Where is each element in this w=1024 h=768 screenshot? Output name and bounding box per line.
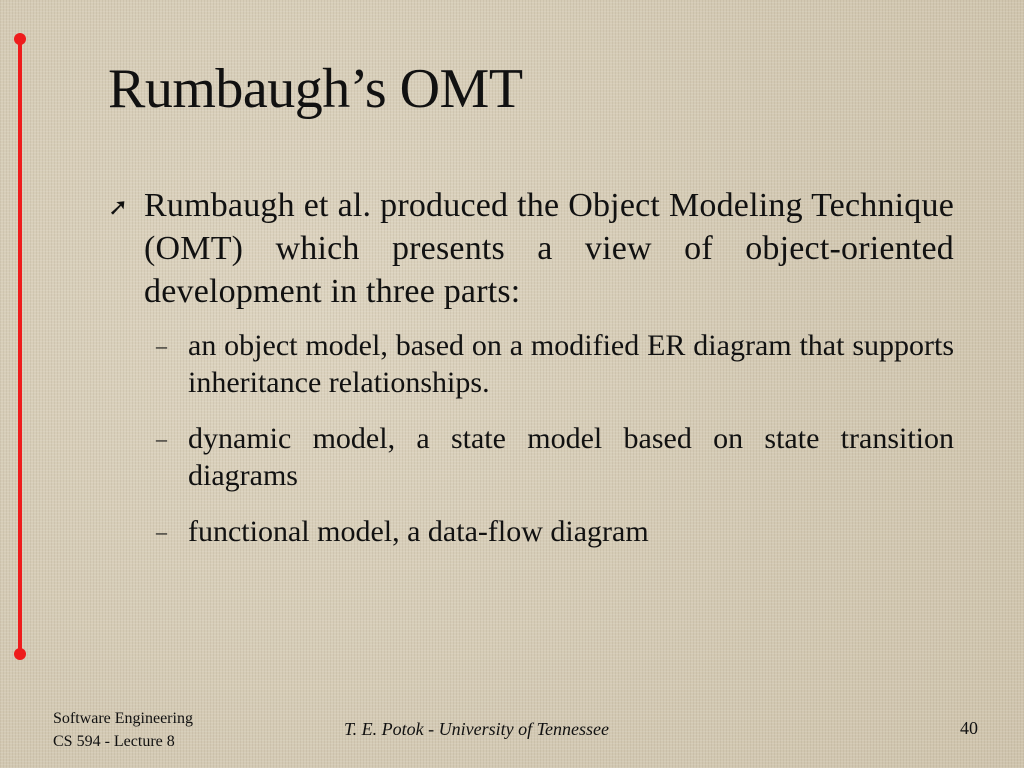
- footer-course-line1: Software Engineering: [53, 710, 193, 727]
- sub-bullet-text: an object model, based on a modified ER diagram that supports inheritance relationships.: [188, 329, 954, 399]
- slide-title: Rumbaugh’s OMT: [108, 58, 523, 120]
- accent-rule-bottom-dot: [14, 648, 26, 660]
- sub-bullet-dynamic-model: [156, 420, 954, 494]
- bullet-omt-intro: [108, 184, 954, 313]
- sub-bullet-list: [108, 327, 954, 550]
- footer-course-info: [53, 707, 193, 753]
- slide-number: 40: [960, 718, 978, 738]
- bullet-text: Rumbaugh et al. produced the Object Modeling Technique (OMT) which presents a view of object-oriented development in three parts:: [144, 187, 954, 310]
- sub-bullet-object-model: [156, 327, 954, 401]
- sub-bullet-text: dynamic model, a state model based on state transition diagrams: [188, 422, 954, 492]
- dash-marker: –: [156, 426, 167, 451]
- dash-marker: –: [156, 519, 167, 544]
- arrow-up-right-icon: ➚: [108, 193, 129, 221]
- accent-rule-top-dot: [14, 33, 26, 45]
- footer-author: T. E. Potok - University of Tennessee: [344, 719, 609, 739]
- footer-course-line2: CS 594 - Lecture 8: [53, 733, 175, 750]
- left-accent-rule: [18, 38, 22, 654]
- slide-content: [108, 184, 954, 569]
- sub-bullet-text: functional model, a data-flow diagram: [188, 515, 649, 548]
- dash-marker: –: [156, 333, 167, 358]
- sub-bullet-functional-model: [156, 513, 954, 550]
